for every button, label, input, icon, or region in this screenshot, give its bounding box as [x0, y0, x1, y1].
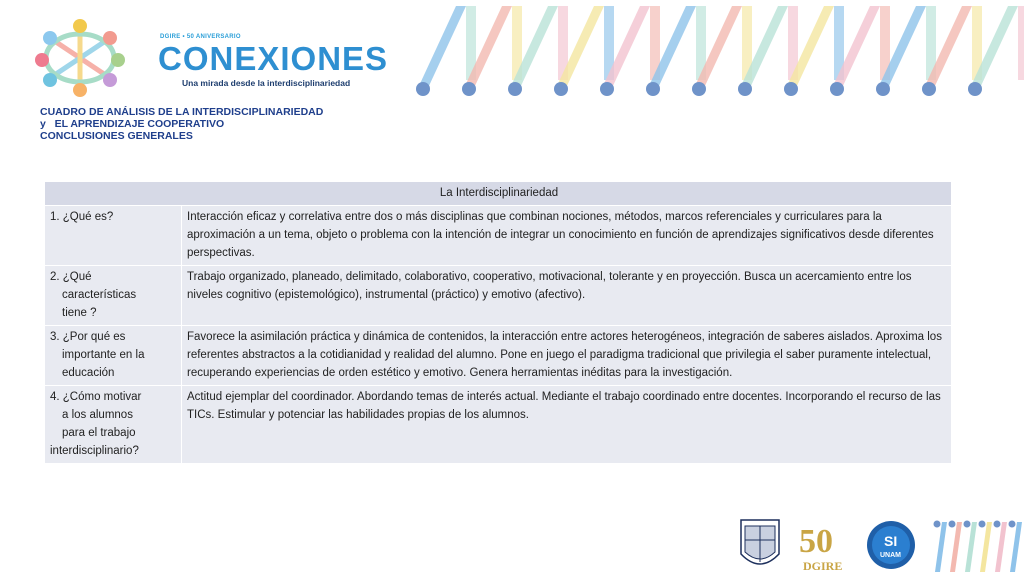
answer-cell: Favorece la asimilación práctica y dinámica de contenidos, la interacción entre actores heterogéneos, integración de saberes aislados. Aproxima los referentes abstractos a la cotidianidad y realidad del alumno. Pone en juego el paradigma tradicional que privilegia el saber puramente intelectual, recuperando experiencias de orden estético y emotivo. Genera herramientas inéditas para la investigación.: [182, 326, 952, 386]
question-line: 1. ¿Qué es?: [50, 211, 114, 223]
anniversary-label: DGIRE • 50 ANIVERSARIO: [160, 34, 241, 40]
si-top-text: SI: [884, 533, 898, 549]
footer-decorative-stripes: [934, 521, 1023, 573]
question-line: 3. ¿Por qué es: [50, 331, 126, 343]
question-cell: [45, 326, 182, 386]
table-header-row: [45, 182, 952, 206]
question-line: interdisciplinario?: [50, 445, 139, 457]
document-subtitle: [40, 106, 323, 142]
table-row: [45, 266, 952, 326]
question-cell: [45, 206, 182, 266]
answer-cell: Interacción eficaz y correlativa entre dos o más disciplinas que combinan nociones, métodos, marcos referenciales y curriculares para la aproximación a un tema, objeto o problema con la intención de integrar un conocimiento en función de aprendizajes significativos desde diferentes perspectivas.: [182, 206, 952, 266]
conexiones-logo: [30, 18, 389, 98]
question-line: para el trabajo: [62, 427, 136, 439]
dgire-text: DGIRE: [803, 559, 843, 573]
footer-stripe: [994, 521, 1008, 573]
question-cell: [45, 266, 182, 326]
answer-cell: Trabajo organizado, planeado, delimitado, colaborativo, cooperativo, motivacional, tolerante y en proyección. Busca un acercamiento entre los niveles cognitivo (epistemológico), instrumental (práctico) y emotivo (afectivo).: [182, 266, 952, 326]
dgire-number: 50: [799, 523, 833, 560]
dgire-50-logo: [799, 523, 842, 573]
question-cell: [45, 386, 182, 464]
question-line: 2. ¿Qué: [50, 271, 92, 283]
table-row: [45, 386, 952, 464]
answer-cell: Actitud ejemplar del coordinador. Abordando temas de interés actual. Mediante el trabajo coordinado entre docentes. Incorporando el recurso de las TICs. Estimular y potenciar las habilidades propias de los alumnos.: [182, 386, 952, 464]
conexiones-emblem-icon: [30, 18, 140, 98]
interdisciplinarity-table: [44, 181, 952, 464]
table-row: [45, 206, 952, 266]
si-bottom-text: UNAM: [880, 552, 901, 559]
footer-stripe: [949, 521, 963, 573]
table-header: La Interdisciplinariedad: [45, 182, 952, 206]
footer-stripe: [934, 521, 948, 573]
unam-shield-icon: [741, 520, 779, 564]
question-line: características: [62, 289, 137, 301]
table-row: [45, 326, 952, 386]
subtitle-line: CUADRO DE ANÁLISIS DE LA INTERDISCIPLINARIEDAD: [40, 106, 324, 118]
footer-svg: [735, 516, 1024, 576]
question-line: educación: [62, 367, 115, 379]
subtitle-line: CONCLUSIONES GENERALES: [40, 130, 193, 142]
footer-stripe: [964, 521, 978, 573]
brand-tagline: Una mirada desde la interdisciplinariedad: [182, 78, 351, 88]
subtitle-line: y EL APRENDIZAJE COOPERATIVO: [40, 118, 225, 130]
question-line: a los alumnos: [62, 409, 133, 421]
decorative-stripes: [410, 0, 1024, 104]
footer-stripe: [1009, 521, 1023, 573]
footer-logos: [735, 516, 1024, 576]
question-line: 4. ¿Cómo motivar: [50, 391, 142, 403]
brand-title: CONEXIONES: [158, 40, 389, 77]
si-unam-badge: [867, 521, 915, 569]
question-line: importante en la: [62, 349, 145, 361]
question-line: tiene ?: [62, 307, 97, 319]
footer-stripe: [979, 521, 993, 573]
